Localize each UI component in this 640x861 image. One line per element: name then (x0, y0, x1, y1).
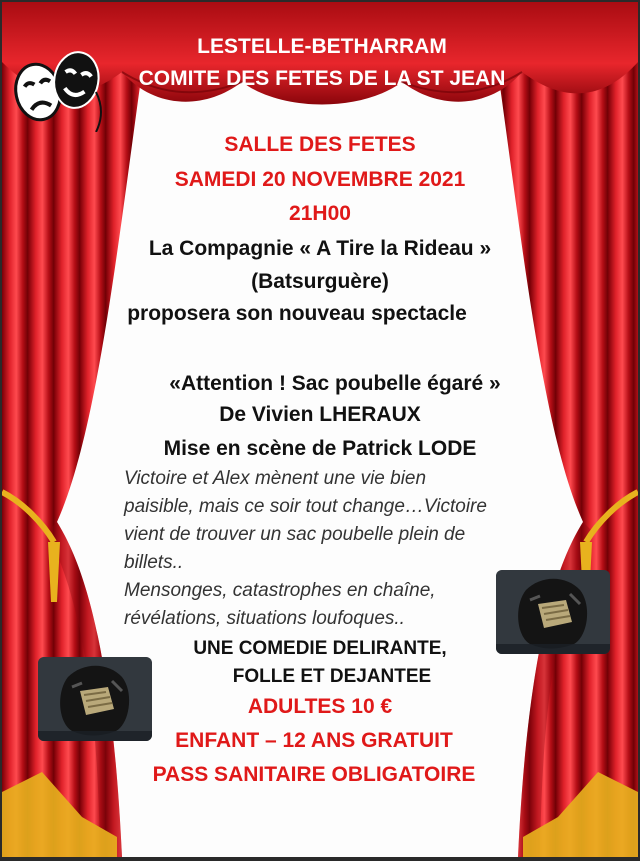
theater-masks-icon (8, 42, 112, 132)
synopsis-line: Mensonges, catastrophes en chaîne, (124, 580, 436, 601)
company-name: La Compagnie « A Tire la Rideau » (148, 237, 492, 260)
organizer-town: LESTELLE-BETHARRAM (197, 35, 447, 58)
company-location: (Batsurguère) (251, 270, 389, 293)
play-director: Mise en scène de Patrick LODE (163, 437, 477, 460)
play-title: «Attention ! Sac poubelle égaré » (169, 372, 501, 395)
child-price: ENFANT – 12 ANS GRATUIT (175, 729, 453, 752)
tagline-1: UNE COMEDIE DELIRANTE, (193, 638, 447, 659)
event-date: SAMEDI 20 NOVEMBRE 2021 (174, 168, 466, 191)
synopsis-line: Victoire et Alex mènent une vie bien (124, 468, 427, 489)
event-poster (2, 2, 638, 857)
tagline-2: FOLLE ET DEJANTEE (232, 666, 432, 687)
synopsis-line: billets.. (124, 552, 184, 573)
play-author: De Vivien LHERAUX (219, 403, 421, 426)
company-announcement: proposera son nouveau spectacle (127, 302, 467, 325)
health-pass-notice: PASS SANITAIRE OBLIGATOIRE (152, 763, 476, 786)
synopsis (124, 465, 524, 633)
synopsis-line: paisible, mais ce soir tout change…Victoire (124, 496, 487, 517)
venue: SALLE DES FETES (224, 133, 416, 156)
money-bag-photo (496, 570, 610, 654)
organizer-committee: COMITE DES FETES DE LA ST JEAN (138, 67, 506, 90)
adult-price: ADULTES 10 € (247, 695, 393, 718)
synopsis-line: révélations, situations loufoques.. (124, 608, 405, 629)
event-time: 21H00 (289, 202, 351, 225)
synopsis-line: vient de trouver un sac poubelle plein de (124, 524, 466, 545)
money-bag-photo (38, 657, 152, 741)
